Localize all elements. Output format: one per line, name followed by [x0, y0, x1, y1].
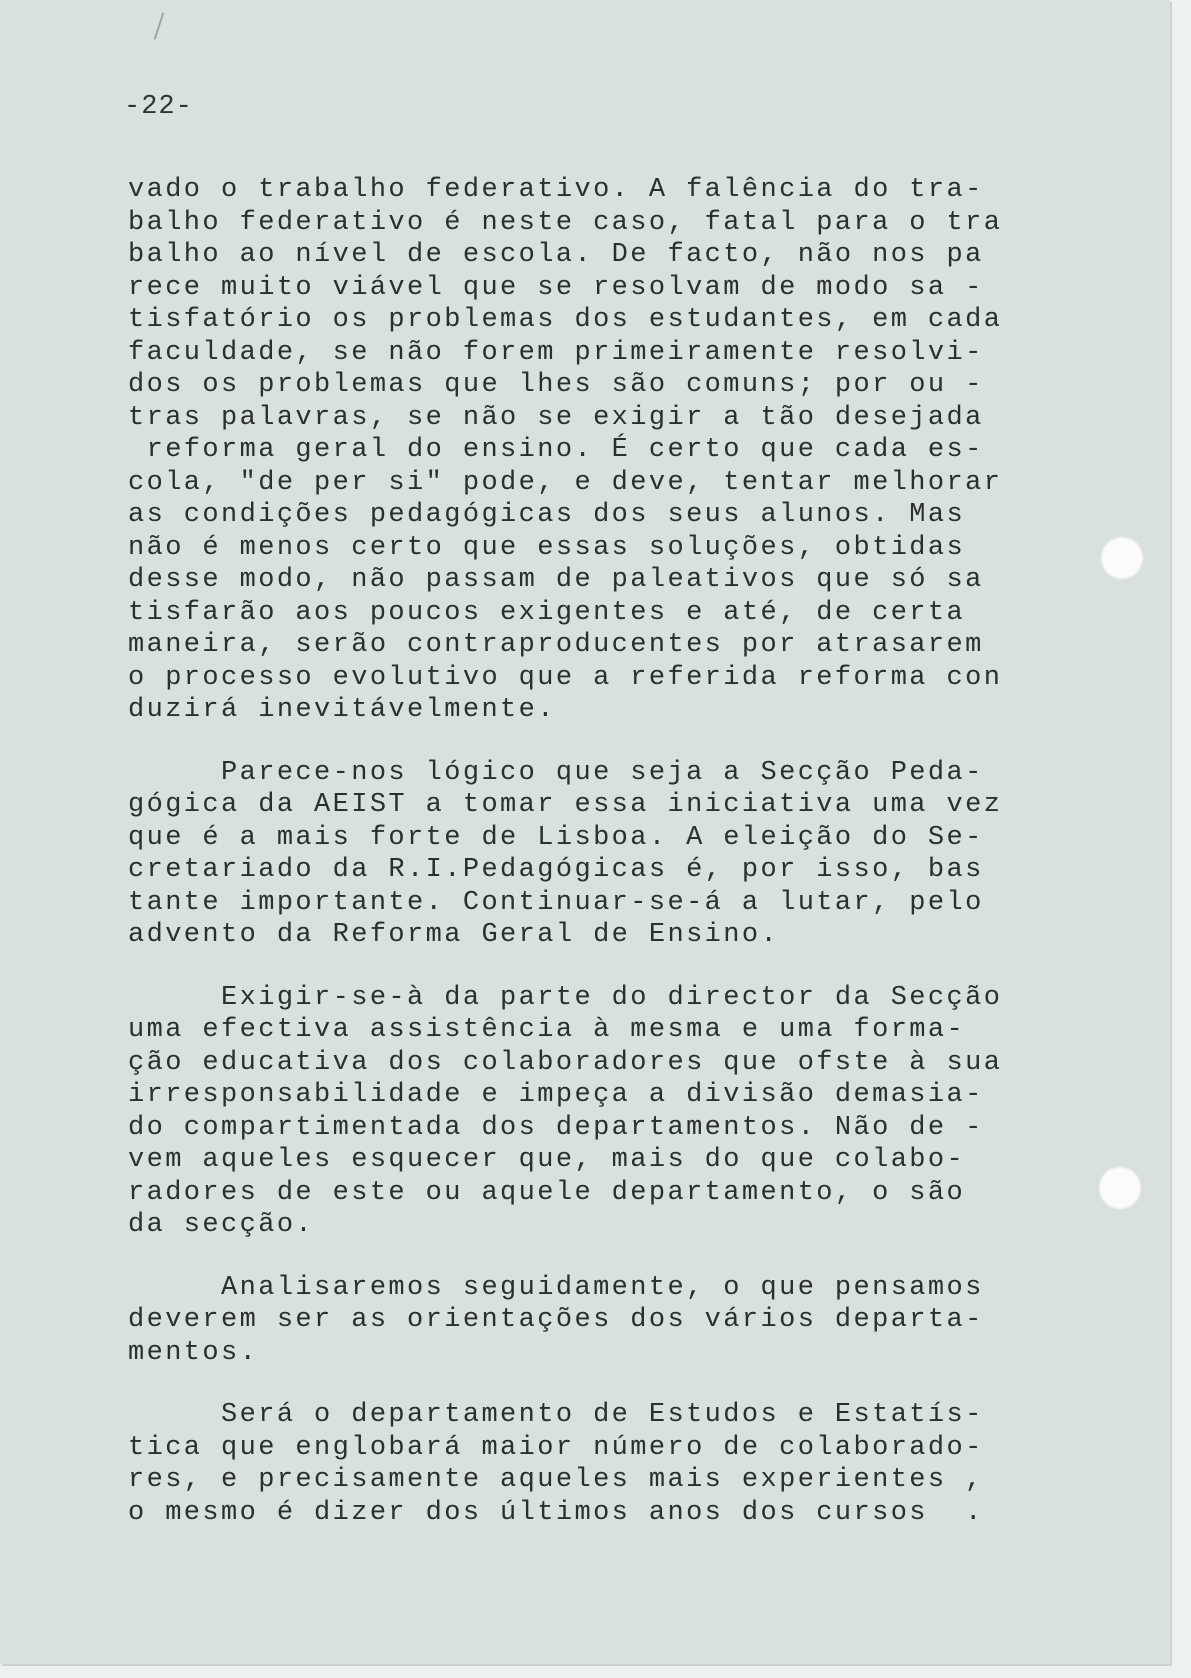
text-line: as condições pedagógicas dos seus alunos. Mas: [128, 500, 966, 530]
text-line: vem aqueles esquecer que, mais do que colabo-: [128, 1145, 966, 1175]
paragraph-3: [128, 982, 1048, 1242]
page-number: -22-: [124, 92, 193, 122]
pencil-mark: [154, 12, 165, 39]
text-line: cola, "de per si" pode, e deve, tentar melhorar: [128, 467, 1003, 498]
punch-hole-upper: [1100, 536, 1144, 580]
text-line: desse modo, não passam de paleativos que só sa: [128, 565, 984, 595]
text-line: advento da Reforma Geral de Ensino.: [128, 920, 780, 950]
text-line: rece muito viável que se resolvam de modo sa -: [128, 272, 984, 303]
text-line: maneira, serão contraproducentes por atrasarem: [128, 630, 984, 660]
text-line: duzirá inevitávelmente.: [128, 695, 556, 725]
text-line: reforma geral do ensino. É certo que cada es-: [128, 435, 984, 465]
text-line: tica que englobará maior número de colaborado-: [128, 1432, 984, 1463]
text-line: Analisaremos seguidamente, o que pensamos: [128, 1272, 984, 1303]
text-line: tisfarão aos poucos exigentes e até, de certa: [128, 597, 966, 628]
text-line: gógica da AEIST a tomar essa iniciativa uma vez: [128, 790, 1003, 820]
text-line: dos os problemas que lhes são comuns; por ou -: [128, 370, 984, 400]
text-line: Parece-nos lógico que seja a Secção Peda-: [128, 757, 984, 788]
paragraph-2: [128, 757, 1048, 952]
text-line: o mesmo é dizer dos últimos anos dos cursos .: [128, 1497, 984, 1528]
text-line: não é menos certo que essas soluções, obtidas: [128, 532, 966, 563]
text-line: ção educativa dos colaboradores que ofste à sua: [128, 1047, 1003, 1078]
text-line: faculdade, se não forem primeiramente resolvi-: [128, 337, 984, 368]
text-line: Será o departamento de Estudos e Estatís-: [128, 1400, 984, 1430]
text-line: vado o trabalho federativo. A falência do tra-: [128, 175, 984, 205]
punch-hole-lower: [1098, 1166, 1142, 1210]
text-line: tante importante. Continuar-se-á a lutar, pelo: [128, 887, 984, 918]
text-line: irresponsabilidade e impeça a divisão demasia-: [128, 1080, 984, 1110]
text-line: mentos.: [128, 1337, 259, 1368]
text-line: da secção.: [128, 1210, 315, 1240]
text-line: Exigir-se-à da parte do director da Secção: [128, 982, 1003, 1013]
text-line: do compartimentada dos departamentos. Não de -: [128, 1112, 984, 1143]
text-line: balho ao nível de escola. De facto, não nos pa: [128, 240, 984, 270]
paragraph-1: [128, 174, 1048, 727]
text-line: deverem ser as orientações dos vários departa-: [128, 1305, 984, 1335]
text-line: uma efectiva assistência à mesma e uma forma-: [128, 1015, 966, 1045]
paragraph-5: [128, 1399, 1048, 1529]
text-line: cretariado da R.I.Pedagógicas é, por isso, bas: [128, 855, 984, 885]
text-line: res, e precisamente aqueles mais experientes ,: [128, 1465, 984, 1495]
text-line: tras palavras, se não se exigir a tão desejada: [128, 402, 984, 433]
paragraph-4: [128, 1272, 1048, 1370]
text-line: radores de este ou aquele departamento, o são: [128, 1177, 966, 1208]
text-line: que é a mais forte de Lisboa. A eleição do Se-: [128, 822, 984, 853]
text-line: o processo evolutivo que a referida reforma con: [128, 662, 1003, 693]
text-line: tisfatório os problemas dos estudantes, em cada: [128, 305, 1003, 335]
text-line: balho federativo é neste caso, fatal para o tra: [128, 207, 1003, 238]
body-text: [128, 174, 1048, 1559]
